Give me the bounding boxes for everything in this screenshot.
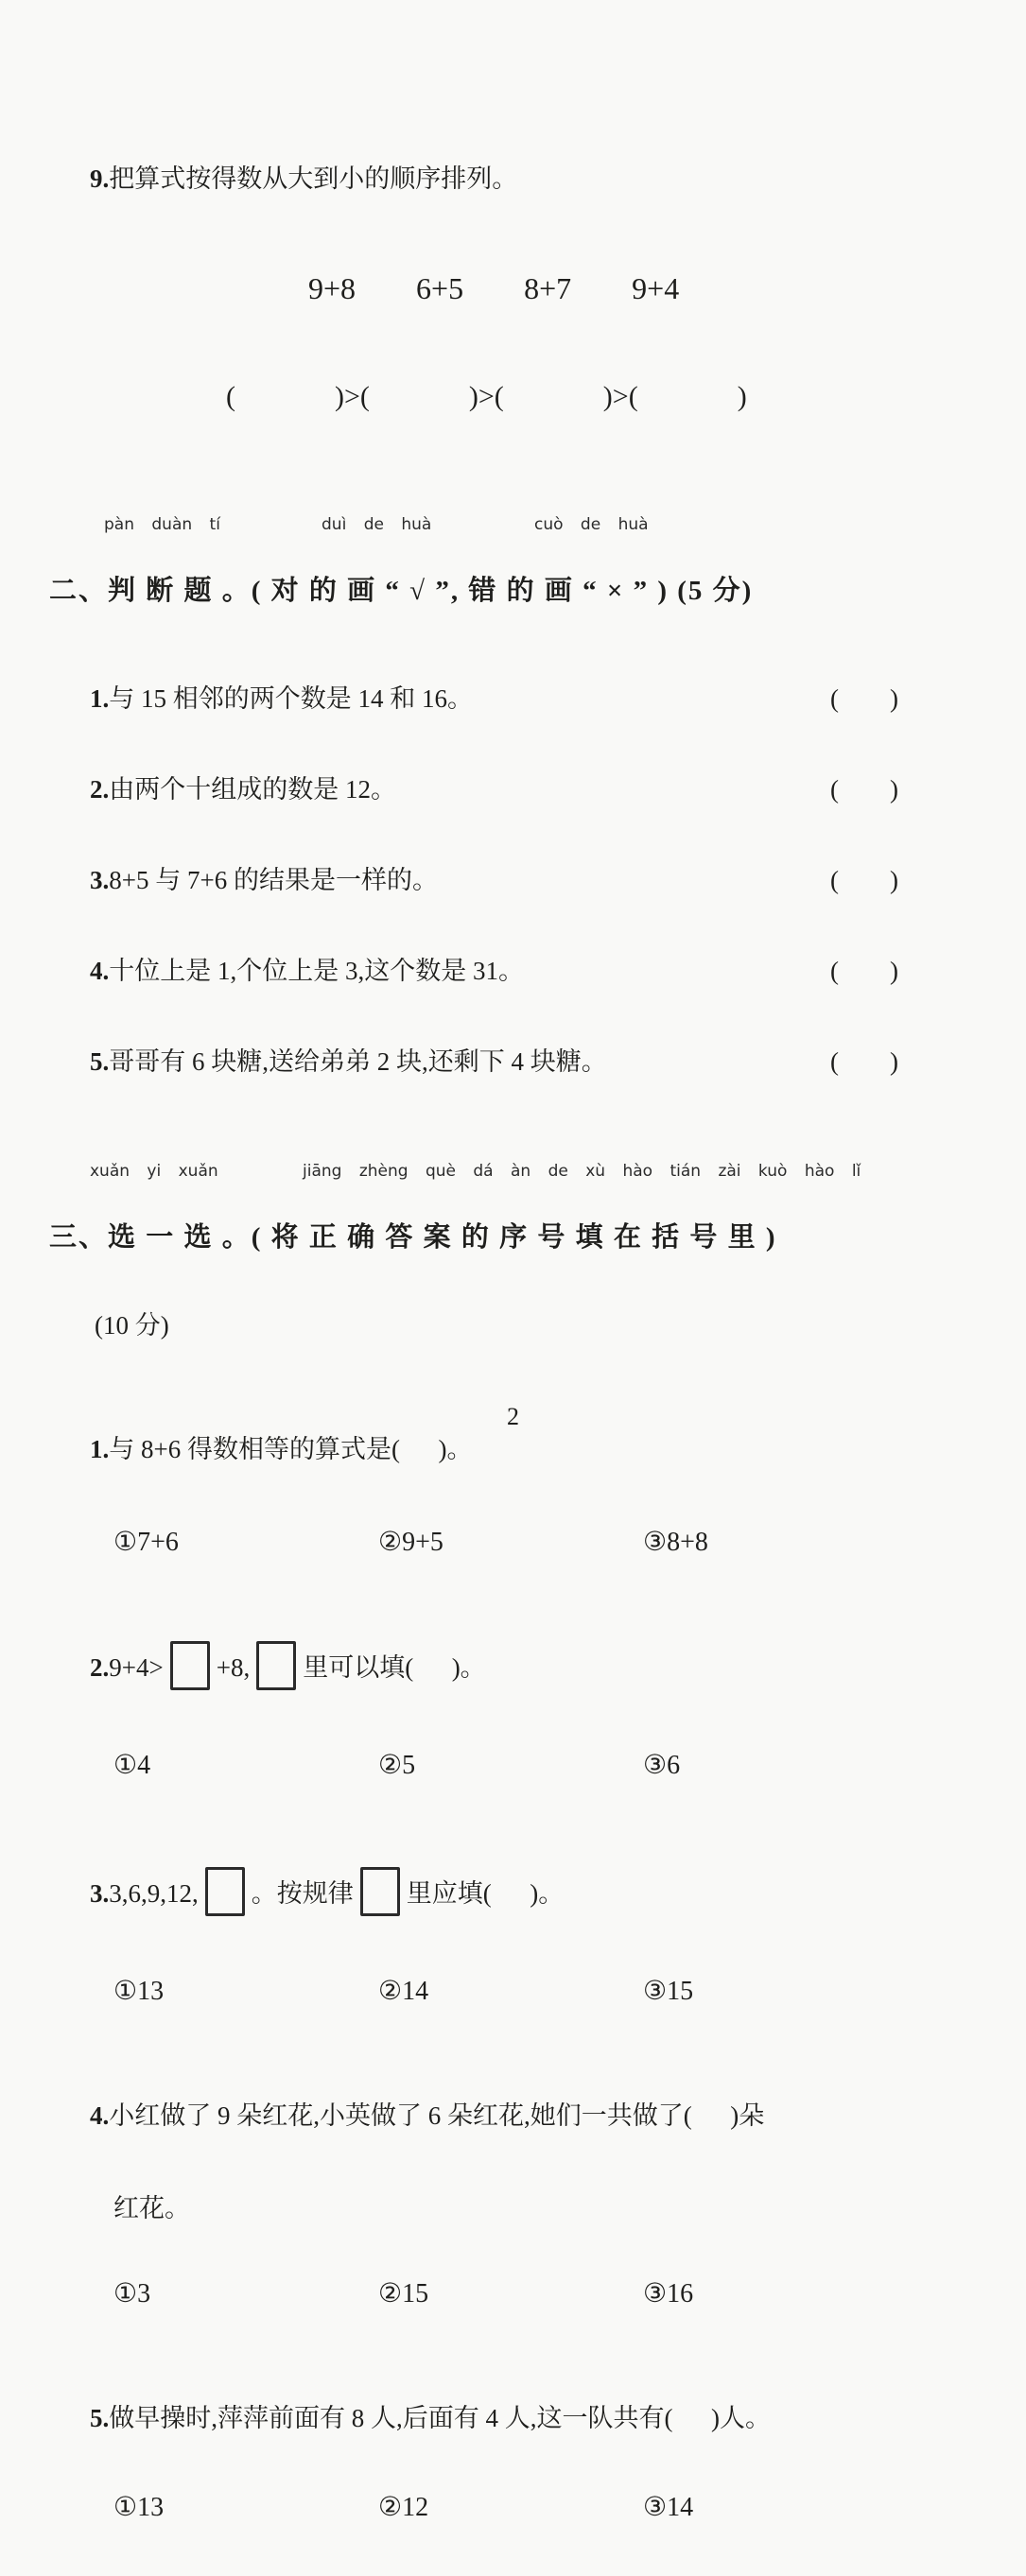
choice-option: ③14 — [643, 2493, 694, 2522]
options-row — [113, 2491, 988, 2525]
choice-option: ①3 — [113, 2279, 151, 2308]
choice-option: ③8+8 — [643, 1528, 708, 1557]
item-text: 。按规律 — [251, 1879, 354, 1908]
choice-option: ③6 — [643, 1751, 681, 1780]
item-number: 3. — [90, 866, 110, 894]
section2-pinyin-row — [49, 514, 988, 537]
choice-option: ①13 — [113, 2493, 165, 2522]
judgement-item — [90, 773, 898, 805]
pinyin-label: xuǎn yi xuǎn — [90, 1162, 218, 1181]
pinyin-label: duì de huà — [322, 515, 432, 534]
answer-parentheses: ( ) — [830, 1047, 898, 1076]
expression-item: 6+5 — [416, 271, 464, 305]
pinyin-label: cuò de huà — [534, 515, 649, 534]
judgement-text — [90, 864, 438, 896]
choice-option: ③16 — [643, 2279, 694, 2308]
item-number: 4. — [90, 2101, 110, 2130]
answer-parentheses: ( ) — [830, 684, 898, 713]
options-row — [113, 1749, 988, 1783]
choice-question-4 — [90, 2100, 988, 2132]
expression-item: 9+4 — [632, 271, 680, 305]
judgement-item — [90, 683, 898, 715]
section2-title: 二、判 断 题 。( 对 的 画 “ √ ”, 错 的 画 “ × ” ) (5 分) — [49, 576, 754, 606]
item-text: +8, — [216, 1653, 251, 1682]
item-text: 里应填( )。 — [406, 1879, 565, 1908]
item-number: 3. — [90, 1879, 110, 1908]
options-row — [113, 1526, 988, 1560]
choice-question-5 — [90, 2402, 988, 2434]
choice-option: ③15 — [643, 1977, 694, 2006]
answer-box — [256, 1641, 296, 1690]
item-text: 与 8+6 得数相等的算式是( )。 — [109, 1435, 473, 1463]
judgement-text — [90, 1046, 607, 1078]
judgement-item — [90, 864, 898, 896]
item-number: 5. — [90, 2404, 110, 2432]
item-text: 里可以填( )。 — [303, 1653, 486, 1682]
item-number: 2. — [90, 1653, 110, 1682]
pinyin-label: pàn duàn tí — [104, 515, 220, 534]
answer-parentheses: ( ) — [830, 866, 898, 894]
pinyin-label: jiāng zhèng què dá àn de xù hào tián zài kuò hào lǐ — [303, 1162, 861, 1181]
expression-item: 8+7 — [524, 271, 572, 305]
judgement-item — [90, 1046, 898, 1078]
options-row — [113, 2277, 988, 2311]
item-number: 1. — [90, 1435, 110, 1463]
section3-title: 三、选 一 选 。( 将 正 确 答 案 的 序 号 填 在 括 号 里 ) — [49, 1222, 777, 1253]
item-number: 2. — [90, 775, 110, 804]
item-text: 做早操时,萍萍前面有 8 人,后面有 4 人,这一队共有( )人。 — [109, 2404, 771, 2432]
item-text: 哥哥有 6 块糖,送给弟弟 2 块,还剩下 4 块糖。 — [109, 1047, 607, 1076]
choice-option: ②5 — [378, 1751, 416, 1780]
choice-option: ①13 — [113, 1977, 165, 2006]
choice-question-4-continuation: 红花。 — [113, 2194, 190, 2222]
item-number: 4. — [90, 957, 110, 985]
choice-option: ②14 — [378, 1977, 429, 2006]
item-text: 3,6,9,12, — [109, 1879, 199, 1908]
item-text: 小红做了 9 朵红花,小英做了 6 朵红花,她们一共做了( )朵 — [109, 2101, 765, 2130]
choice-option: ①7+6 — [113, 1528, 179, 1557]
item-number: 5. — [90, 1047, 110, 1076]
choice-question-1 — [90, 1433, 988, 1465]
judgement-item — [90, 955, 898, 987]
answer-box — [360, 1867, 400, 1916]
answer-parentheses: ( ) — [830, 957, 898, 985]
choice-option: ②15 — [378, 2279, 429, 2308]
judgement-text — [90, 683, 473, 715]
judgement-text — [90, 773, 396, 805]
item-text: 十位上是 1,个位上是 3,这个数是 31。 — [109, 957, 524, 985]
item-text: 8+5 与 7+6 的结果是一样的。 — [109, 866, 438, 894]
item-text: 9+4> — [109, 1653, 164, 1682]
judgement-text — [90, 955, 524, 987]
choice-question-3 — [90, 1867, 988, 1920]
section3-pinyin-row — [49, 1161, 988, 1184]
item-number: 1. — [90, 684, 110, 713]
section3-score: (10 分) — [95, 1311, 169, 1340]
options-row — [113, 1975, 988, 2009]
choice-option: ①4 — [113, 1751, 151, 1780]
choice-option: ②9+5 — [378, 1528, 443, 1557]
question-9-number: 9. — [90, 164, 110, 193]
expression-row — [308, 270, 988, 306]
ordering-answer-blanks: ( )>( )>( )>( ) — [226, 381, 747, 412]
answer-box — [205, 1867, 245, 1916]
choice-question-2 — [90, 1641, 988, 1694]
answer-box — [170, 1641, 210, 1690]
question-9-prompt: 把算式按得数从大到小的顺序排列。 — [109, 164, 518, 193]
choice-option: ②12 — [378, 2493, 429, 2522]
answer-parentheses: ( ) — [830, 775, 898, 804]
item-text: 由两个十组成的数是 12。 — [109, 775, 396, 804]
page-number: 2 — [507, 1403, 519, 1430]
expression-item: 9+8 — [308, 271, 356, 305]
item-text: 与 15 相邻的两个数是 14 和 16。 — [109, 684, 473, 713]
question-9 — [90, 163, 988, 195]
